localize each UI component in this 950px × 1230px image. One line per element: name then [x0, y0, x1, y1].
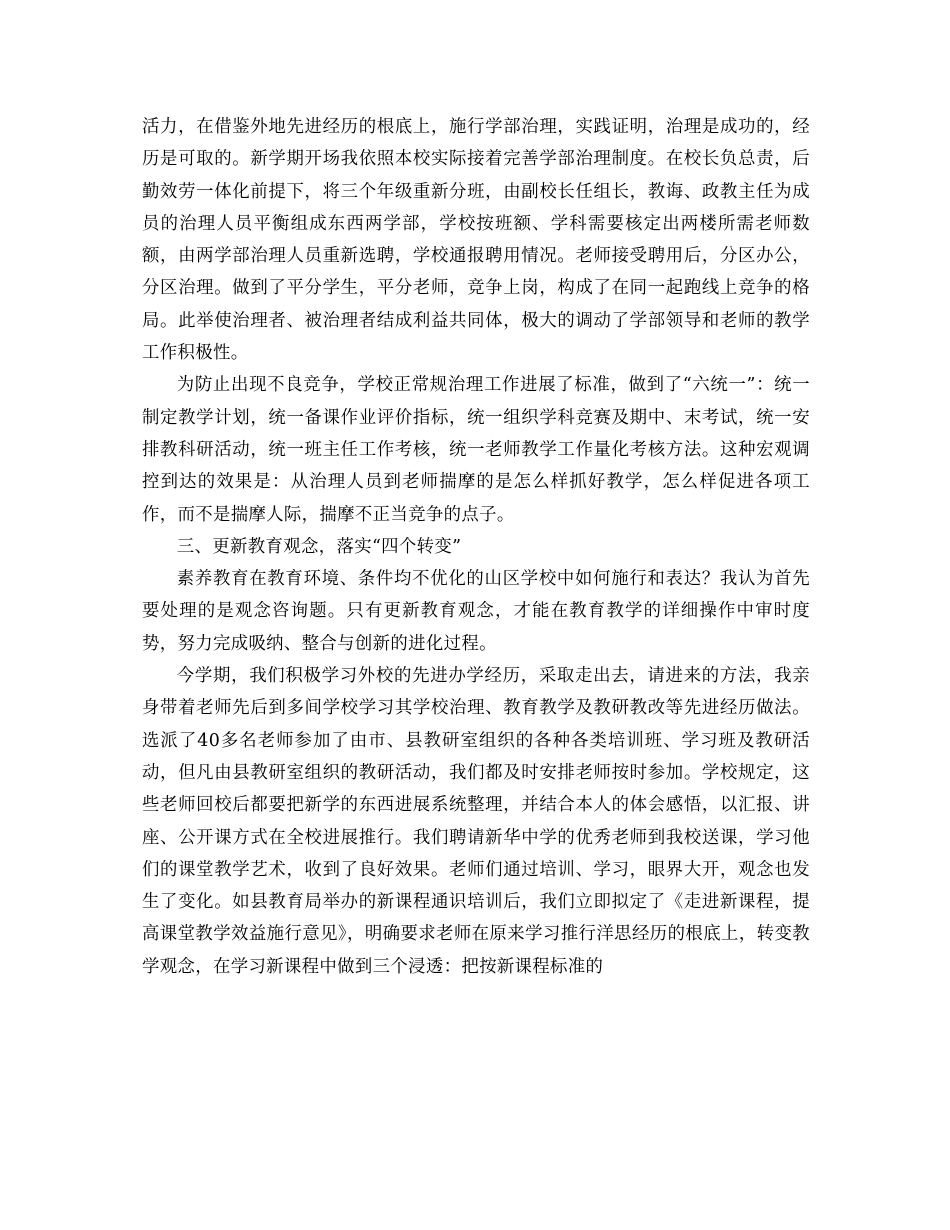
section-heading: 三、更新教育观念，落实“四个转变”: [176, 536, 462, 557]
paragraph-1: 活力，在借鉴外地先进经历的根底上，施行学部治理，实践证明，治理是成功的，经历是可取的。新学期开场我依照本校实际接着完善学部治理制度。在校长负总责，后勤效劳一体化前提下，将三个年级重新分班，由副校长任组长，教诲、政教主任为成员的治理人员平衡组成东西两学部，学校按班额、学科需要核定出两楼所需老师数额，由两学部治理人员重新选聘，学校通报聘用情况。老师接受聘用后，分区办公，分区治理。做到了平分学生，平分老师，竞争上岗，构成了在同一起跑线上竞争的格局。此举使治理者、被治理者结成利益共同体，极大的调动了学部领导和老师的教学工作积极性。: [142, 117, 810, 364]
paragraph-2: 为防止出现不良竞争，学校正常规治理工作进展了标准，做到了“六统一”：统一制定教学计划，统一备课作业评价指标，统一组织学科竞赛及期中、末考试，统一安排教科研活动，统一班主任工作考核，统一老师教学工作量化考核方法。这种宏观调控到达的效果是：从治理人员到老师揣摩的是怎么样抓好教学，怎么样促进各项工作，而不是揣摩人际，揣摩不正当竞争的点子。: [142, 375, 810, 525]
paragraph-3: 素养教育在教育环境、条件均不优化的山区学校中如何施行和表达？我认为首先要处理的是观念咨询题。只有更新教育观念，才能在教育教学的详细操作中审时度势，努力完成吸纳、整合与创新的进化过程。: [142, 569, 810, 654]
document-body: [142, 111, 810, 983]
paragraph-4: 今学期，我们积极学习外校的先进办学经历，采取走出去，请进来的方法，我亲身带着老师先后到多间学校学习其学校治理、教育教学及教研教改等先进经历做法。选派了40多名老师参加了由市、县教研室组织的各种各类培训班、学习班及教研活动，但凡由县教研室组织的教研活动，我们都及时安排老师按时参加。学校规定，这些老师回校后都要把新学的东西进展系统整理，并结合本人的体会感悟，以汇报、讲座、公开课方式在全校进展推行。我们聘请新华中学的优秀老师到我校送课，学习他们的课堂教学艺术，收到了良好效果。老师们通过培训、学习，眼界大开，观念也发生了变化。如县教育局举办的新课程通识培训后，我们立即拟定了《走进新课程，提高课堂教学效益施行意见》，明确要求老师在原来学习推行洋思经历的根底上，转变教学观念，在学习新课程中做到三个浸透：把按新课程标准的: [142, 666, 810, 977]
